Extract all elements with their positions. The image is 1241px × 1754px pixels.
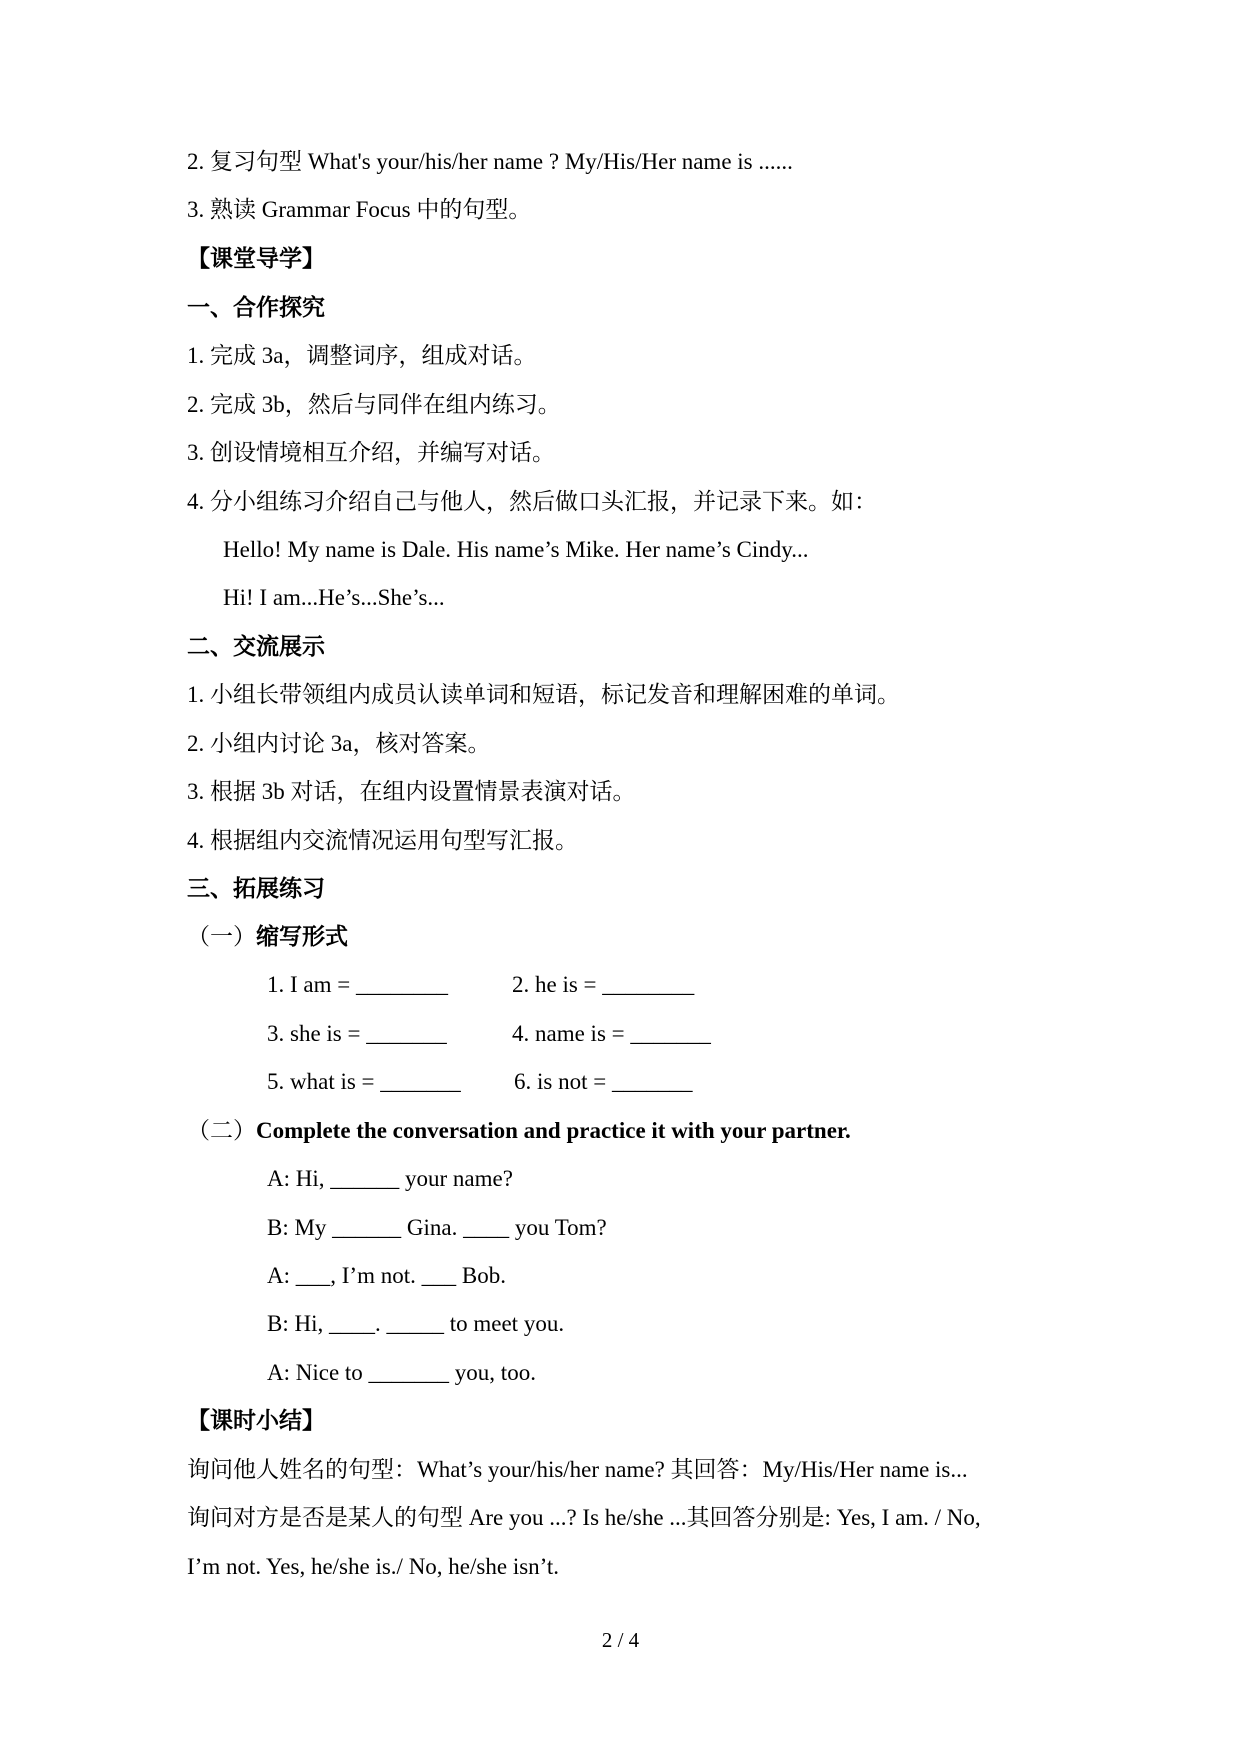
- section-2-item-1: 1. 小组长带领组内成员认读单词和短语，标记发音和理解困难的单词。: [187, 682, 900, 707]
- abbrev-item-3: 3. she is = _______: [267, 1021, 447, 1046]
- guide-heading: 【课堂导学】: [187, 246, 325, 272]
- dialogue-line-4: B: Hi, ____. _____ to meet you.: [267, 1311, 565, 1336]
- summary-line-3: I’m not. Yes, he/she is./ No, he/she isn’t.: [187, 1554, 560, 1579]
- abbrev-item-4: 4. name is = _______: [512, 1021, 711, 1046]
- abbrev-item-5: 5. what is = _______: [267, 1069, 461, 1094]
- section-1-item-1: 1. 完成 3a，调整词序，组成对话。: [187, 343, 537, 368]
- section-1-item-2: 2. 完成 3b，然后与同伴在组内练习。: [187, 392, 561, 417]
- part-2-title: [187, 1116, 851, 1146]
- section-1-title: 一、合作探究: [187, 295, 325, 321]
- pre-item-3: 3. 熟读 Grammar Focus 中的句型。: [187, 197, 532, 222]
- section-2-item-2: 2. 小组内讨论 3a，核对答案。: [187, 731, 491, 756]
- part-2-paren: （二）: [187, 1118, 256, 1144]
- section-1-example-2: Hi! I am...He’s...She’s...: [223, 585, 445, 610]
- dialogue-line-3: A: ___, I’m not. ___ Bob.: [267, 1263, 506, 1288]
- abbrev-item-2: 2. he is = ________: [512, 972, 695, 997]
- part-1-paren: （一）: [187, 924, 256, 950]
- part-2-label: Complete the conversation and practice it with your partner.: [256, 1118, 851, 1143]
- section-2-item-4: 4. 根据组内交流情况运用句型写汇报。: [187, 828, 578, 853]
- part-1-title: [187, 922, 348, 952]
- abbrev-item-6: 6. is not = _______: [514, 1069, 693, 1094]
- section-3-title: 三、拓展练习: [187, 876, 325, 902]
- dialogue-line-5: A: Nice to _______ you, too.: [267, 1360, 536, 1385]
- section-1-item-3: 3. 创设情境相互介绍，并编写对话。: [187, 440, 555, 465]
- dialogue-line-1: A: Hi, ______ your name?: [267, 1166, 513, 1191]
- section-1-example-1: Hello! My name is Dale. His name’s Mike. Her name’s Cindy...: [223, 537, 809, 562]
- part-1-label: 缩写形式: [256, 924, 348, 950]
- section-2-item-3: 3. 根据 3b 对话，在组内设置情景表演对话。: [187, 779, 636, 804]
- abbrev-item-1: 1. I am = ________: [267, 972, 448, 997]
- pre-item-2: 2. 复习句型 What's your/his/her name ? My/His/Her name is ......: [187, 149, 793, 174]
- summary-line-2: 询问对方是否是某人的句型 Are you ...? Is he/she ...其回答分别是: Yes, I am. / No,: [187, 1505, 981, 1530]
- summary-title: 【课时小结】: [187, 1408, 325, 1434]
- page-number: 2 / 4: [601, 1628, 640, 1652]
- summary-line-1: 询问他人姓名的句型：What’s your/his/her name? 其回答：My/His/Her name is...: [187, 1457, 968, 1482]
- dialogue-line-2: B: My ______ Gina. ____ you Tom?: [267, 1215, 607, 1240]
- section-2-title: 二、交流展示: [187, 634, 325, 660]
- section-1-item-4: 4. 分小组练习介绍自己与他人，然后做口头汇报，并记录下来。如：: [187, 489, 877, 514]
